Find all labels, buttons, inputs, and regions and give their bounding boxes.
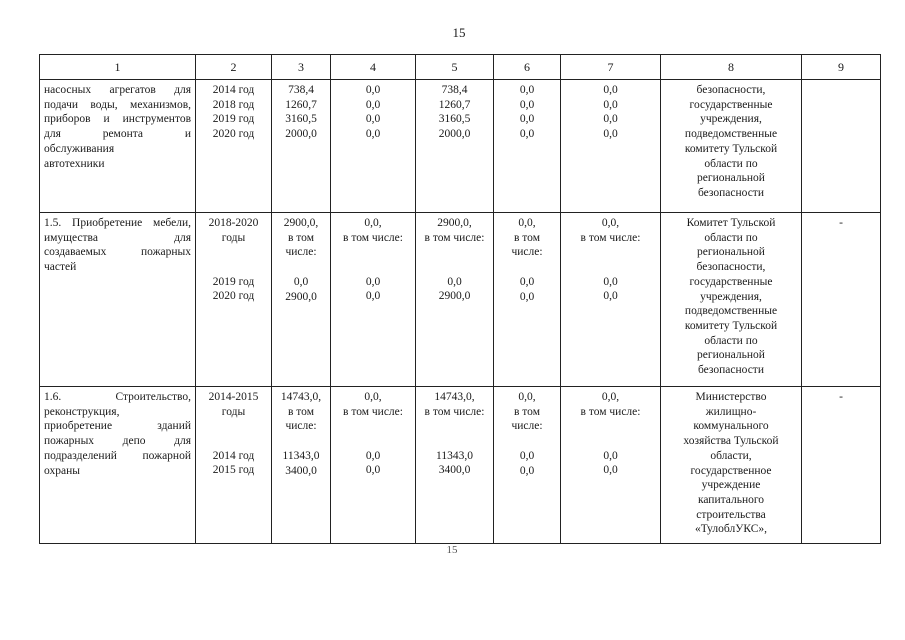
executor-value: области по: [704, 157, 758, 170]
other-sources-value: 0,0,: [601, 391, 620, 403]
executor-value: области,: [710, 449, 752, 462]
activity-name-line: пожарных депо для: [44, 435, 191, 448]
activity-name-line: подачи воды, механизмов,: [44, 98, 191, 111]
page-number-top: 15: [452, 25, 466, 40]
total-amount-value: 2900,0: [285, 290, 317, 303]
header-cell-9: 9: [802, 55, 881, 80]
table-row: [40, 80, 881, 213]
blank-line: [565, 245, 656, 260]
total-amount-cell: [272, 80, 331, 213]
federal-budget-cell: [331, 387, 416, 544]
executor-value: области по: [704, 231, 758, 244]
total-amount-value: 0,0: [293, 275, 309, 288]
federal-budget-value: в том числе:: [343, 231, 403, 244]
executor-value: государственные: [689, 98, 773, 111]
period-value: 2019 год: [212, 113, 255, 126]
period-cell: [196, 80, 272, 213]
executor-value: государственные: [689, 275, 773, 288]
local-budget-value: 0,0: [519, 84, 535, 96]
regional-budget-value: 3400,0: [438, 464, 471, 477]
header-cell-7: 7: [561, 55, 661, 80]
blank-line: [200, 245, 267, 260]
local-budget-value: 0,0: [519, 113, 535, 126]
local-budget-value: 0,0: [519, 464, 535, 477]
other-sources-cell: [561, 387, 661, 544]
regional-budget-value: 2000,0: [438, 128, 471, 141]
local-budget-value: в том: [514, 405, 540, 418]
note-cell: [802, 213, 881, 387]
regional-budget-value: в том числе:: [424, 231, 485, 244]
header-cell-6: 6: [494, 55, 561, 80]
total-amount-value: 3400,0: [285, 464, 317, 477]
note-cell: [802, 387, 881, 544]
activity-name-line: обслуживания: [44, 142, 115, 155]
regional-budget-value: 0,0: [447, 275, 462, 288]
period-cell: [196, 387, 272, 544]
period-value: годы: [221, 231, 246, 244]
executor-value: государственное: [690, 464, 772, 477]
total-amount-value: числе:: [285, 246, 317, 259]
local-budget-cell: [494, 387, 561, 544]
total-amount-value: 14743,0,: [280, 391, 322, 403]
activity-name-line: реконструкция,: [44, 405, 120, 418]
executor-value: комитету Тульской: [684, 319, 778, 332]
header-cell-5: 5: [416, 55, 494, 80]
activity-name-line: для ремонта и: [44, 128, 191, 141]
federal-budget-value: 0,0: [365, 449, 381, 462]
executor-value: учреждения,: [700, 113, 762, 126]
local-budget-value: 0,0,: [518, 391, 536, 403]
executor-value: безопасности,: [696, 84, 766, 96]
executor-value: капитального: [697, 493, 765, 506]
activity-name-line: приобретение зданий: [44, 420, 191, 433]
federal-budget-value: 0,0: [365, 275, 381, 288]
activity-name-cell: [40, 213, 196, 387]
executor-value: Министерство: [695, 391, 767, 403]
regional-budget-value: 2900,0,: [437, 217, 472, 229]
executor-value: Комитет Тульской: [686, 217, 776, 229]
local-budget-value: 0,0: [519, 290, 535, 303]
regional-budget-value: 14743,0,: [434, 391, 475, 403]
period-value: 2014-2015: [208, 391, 259, 403]
other-sources-value: 0,0: [603, 113, 618, 126]
blank-line: [200, 260, 267, 275]
activity-name-line: частей: [44, 261, 77, 274]
local-budget-value: числе:: [511, 246, 543, 259]
total-amount-value: числе:: [285, 420, 317, 433]
activity-name-line: создаваемых пожарных: [44, 246, 191, 259]
total-amount-value: 1260,7: [285, 98, 317, 111]
activity-name-line: приборов и инструментов: [44, 113, 191, 126]
regional-budget-value: 1260,7: [438, 98, 471, 111]
blank-line: [420, 419, 489, 434]
period-value: 2018-2020: [208, 217, 259, 229]
note-cell: [802, 80, 881, 213]
executor-value: «ТулоблУКС»,: [694, 523, 768, 536]
total-amount-cell: [272, 387, 331, 544]
activity-name-line: автотехники: [44, 157, 105, 170]
period-value: 2018 год: [212, 98, 255, 111]
blank-line: [276, 434, 326, 449]
other-sources-value: 0,0,: [601, 217, 620, 229]
total-amount-value: 738,4: [288, 84, 314, 96]
regional-budget-value: в том числе:: [424, 405, 485, 418]
executor-value: жилищно-: [705, 405, 757, 418]
period-value: 2015 год: [212, 464, 255, 477]
federal-budget-cell: [331, 80, 416, 213]
blank-line: [420, 260, 489, 275]
total-amount-value: 2900,0,: [283, 217, 319, 229]
total-amount-value: 11343,0: [282, 449, 320, 462]
executor-value: подведомственные: [684, 305, 778, 318]
period-value: годы: [221, 405, 246, 418]
federal-budget-value: 0,0,: [364, 217, 382, 229]
period-value: 2014 год: [212, 449, 255, 462]
other-sources-cell: [561, 80, 661, 213]
federal-budget-value: 0,0,: [364, 391, 382, 403]
total-amount-value: 2000,0: [285, 128, 317, 141]
regional-budget-cell: [416, 387, 494, 544]
local-budget-value: в том: [514, 231, 540, 244]
blank-line: [420, 434, 489, 449]
federal-budget-value: 0,0: [365, 113, 381, 126]
other-sources-value: в том числе:: [580, 231, 641, 244]
activity-name-cell: [40, 80, 196, 213]
executor-value: хозяйства Тульской: [683, 435, 779, 448]
header-cell-2: 2: [196, 55, 272, 80]
federal-budget-value: 0,0: [365, 464, 381, 477]
program-table: [39, 54, 881, 544]
executor-value: области по: [704, 334, 758, 347]
activity-name-line: 1.6. Строительство,: [44, 391, 191, 403]
executor-cell: [661, 80, 802, 213]
period-value: 2014 год: [212, 84, 255, 96]
total-amount-value: 3160,5: [285, 113, 317, 126]
executor-value: безопасности: [697, 364, 764, 377]
period-value: 2020 год: [212, 128, 255, 141]
blank-line: [200, 434, 267, 449]
federal-budget-value: 0,0: [365, 98, 381, 111]
executor-value: учреждения,: [700, 290, 762, 303]
executor-cell: [661, 387, 802, 544]
blank-line: [565, 434, 656, 449]
blank-line: [276, 260, 326, 275]
period-value: 2020 год: [212, 290, 255, 303]
regional-budget-value: 2900,0: [438, 290, 471, 303]
blank-line: [335, 419, 411, 434]
blank-line: [420, 245, 489, 260]
header-cell-4: 4: [331, 55, 416, 80]
executor-value: учреждение: [701, 479, 761, 492]
period-value: 2019 год: [212, 275, 255, 288]
other-sources-value: 0,0: [603, 98, 618, 111]
regional-budget-value: 738,4: [441, 84, 468, 96]
blank-line: [335, 434, 411, 449]
period-cell: [196, 213, 272, 387]
federal-budget-value: 0,0: [365, 84, 381, 96]
local-budget-value: 0,0: [519, 275, 535, 288]
federal-budget-cell: [331, 213, 416, 387]
federal-budget-value: 0,0: [365, 290, 381, 303]
executor-value: безопасности,: [696, 261, 766, 274]
local-budget-cell: [494, 80, 561, 213]
blank-line: [565, 260, 656, 275]
total-amount-value: в том: [288, 231, 314, 244]
total-amount-value: в том: [288, 405, 314, 418]
page-number-bottom: 15: [446, 544, 458, 556]
executor-cell: [661, 213, 802, 387]
note-value: -: [839, 217, 843, 229]
blank-line: [565, 419, 656, 434]
executor-value: региональной: [697, 246, 765, 259]
executor-value: комитету Тульской: [684, 142, 778, 155]
executor-value: безопасности: [697, 186, 764, 199]
executor-value: подведомственные: [684, 128, 778, 141]
blank-line: [335, 260, 411, 275]
other-sources-value: в том числе:: [580, 405, 641, 418]
regional-budget-value: 11343,0: [436, 449, 473, 462]
regional-budget-cell: [416, 213, 494, 387]
local-budget-cell: [494, 213, 561, 387]
blank-line: [335, 245, 411, 260]
regional-budget-value: 3160,5: [438, 113, 471, 126]
note-value: -: [839, 391, 843, 403]
other-sources-value: 0,0: [603, 449, 618, 462]
federal-budget-value: в том числе:: [343, 405, 403, 418]
blank-line: [200, 419, 267, 434]
blank-line: [498, 260, 556, 275]
executor-value: региональной: [697, 349, 765, 362]
executor-value: региональной: [697, 172, 765, 185]
table-row: [40, 213, 881, 387]
other-sources-value: 0,0: [603, 275, 618, 288]
activity-name-line: подразделений пожарной: [44, 449, 191, 462]
other-sources-value: 0,0: [603, 84, 618, 96]
local-budget-value: 0,0: [519, 449, 535, 462]
other-sources-value: 0,0: [603, 290, 618, 303]
local-budget-value: 0,0,: [518, 217, 536, 229]
executor-value: коммунального: [693, 420, 769, 433]
table-header-row: [40, 55, 881, 80]
total-amount-cell: [272, 213, 331, 387]
regional-budget-cell: [416, 80, 494, 213]
activity-name-line: имущества для: [44, 231, 191, 244]
federal-budget-value: 0,0: [365, 128, 381, 141]
other-sources-value: 0,0: [603, 128, 618, 141]
local-budget-value: 0,0: [519, 98, 535, 111]
activity-name-line: 1.5. Приобретение мебели,: [44, 217, 191, 229]
activity-name-line: охраны: [44, 464, 80, 477]
other-sources-cell: [561, 213, 661, 387]
blank-line: [498, 434, 556, 449]
activity-name-cell: [40, 387, 196, 544]
header-cell-3: 3: [272, 55, 331, 80]
other-sources-value: 0,0: [603, 464, 618, 477]
local-budget-value: 0,0: [519, 128, 535, 141]
table-row: [40, 387, 881, 544]
header-cell-8: 8: [661, 55, 802, 80]
executor-value: строительства: [696, 508, 766, 521]
local-budget-value: числе:: [511, 420, 543, 433]
activity-name-line: насосных агрегатов для: [44, 84, 191, 96]
header-cell-1: 1: [40, 55, 196, 80]
